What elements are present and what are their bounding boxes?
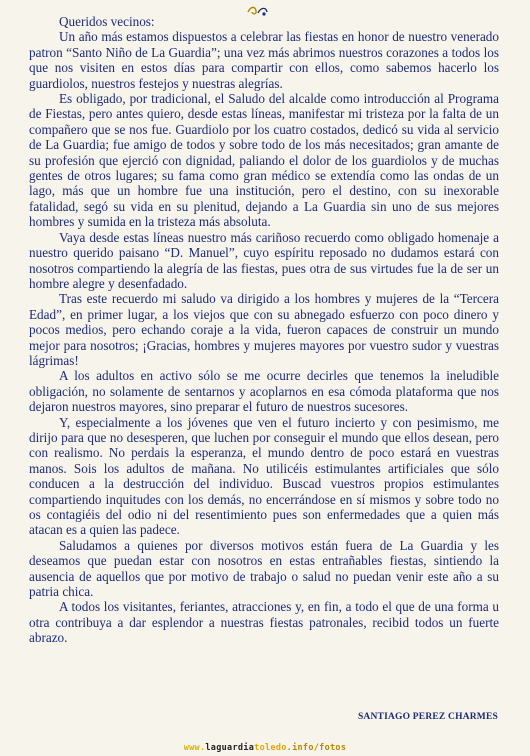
watermark-url xyxy=(0,743,530,753)
letter-paragraph: Un año más estamos dispuestos a celebrar las fiestas en honor de nuestro venerado patron “Santo Niño de La Guardia”; una vez más abrimos nuestros corazones a todos los que nos visiten en estos días para compartir con ellos, como sabemos hacerlo los guardiolos, nuestros festejos y nuestras alegrías. xyxy=(29,29,499,91)
letter-greeting: Queridos vecinos: xyxy=(59,14,155,29)
watermark-part: laguardia xyxy=(205,743,255,753)
letter-paragraph: Tras este recuerdo mi saludo va dirigido a los hombres y mujeres de la “Tercera Edad”, en primer lugar, a los viejos que con su abnegado esfuerzo con poco dinero y pocos medios, pero echando coraje a la vida, fueron capaces de construir un mundo mejor para nosotros; ¡Gracias, hombres y mujeres mayores por vuestro sudor y vuestras lágrimas! xyxy=(29,291,499,368)
watermark-part: www. xyxy=(183,743,206,753)
letter-paragraph: A los adultos en activo sólo se me ocurre decirles que tenemos la ineludible obligación, no solamente de sentarnos y acoplarnos en esa cómoda plataforma que nos dejaron nuestros mayores, sino preparar el futuro de nuestros sucesores. xyxy=(29,368,499,415)
watermark-part: .info/fotos xyxy=(286,743,347,753)
letter-paragraph: Vaya desde estas líneas nuestro más cariñoso recuerdo como obligado homenaje a nuestro querido paisano “D. Manuel”, cuyo espíritu reposado no dudamos estará con nosotros compartiendo la alegría de las fiestas, pues otra de sus virtudes fue la de ser un hombre alegre y desenfadado. xyxy=(29,229,499,291)
signature: SANTIAGO PEREZ CHARMES xyxy=(357,712,498,722)
letter-paragraph: A todos los visitantes, feriantes, atracciones y, en fin, a todo el que de una forma u otra contribuya a dar esplendor a nuestras fiestas patronales, recibid todos un fuerte abrazo. xyxy=(29,599,499,646)
letter-body xyxy=(29,14,499,646)
watermark-part: toledo xyxy=(254,743,287,753)
letter-paragraph: Saludamos a quienes por diversos motivos están fuera de La Guardia y les deseamos que puedan estar con nosotros en estas entrañables fiestas, sintiendo la ausencia de aquellos que por motivo de trabajo o salud no puedan venir este año a su patria chica. xyxy=(29,537,499,600)
letter-paragraph: Es obligado, por tradicional, el Saludo del alcalde como introducción al Programa de Fiestas, pero antes quiero, desde estas líneas, manifestar mi tristeza por la falta de un compañero que se nos fue. Guardiolo por los cuatro costados, dedicó su vida al servicio de La Guardia; fue amigo de todos y sobre todo de los más necesitados; gran amante de su profesión que ejerció con dignidad, paliando el dolor de los guardiolos y de muchas gentes de otros lugares; su fama como gran médico se extendía como las ondas de un lago, más que un hombre fue una institución, pero el destino, con su inexorable fatalidad, segó su vida en su plenitud, dejando a La Guardia sin uno de sus mejores hombres y sumida en la tristeza más absoluta. xyxy=(29,91,499,230)
letter-paragraph: Y, especialmente a los jóvenes que ven el futuro incierto y con pesimismo, me dirijo para que no desesperen, que luchen por conseguir el mundo que ellos desean, pero con realismo. No perdais la esperanza, el mundo dentro de poco estará en vuestras manos. Sois los adultos de mañana. No utilicéis estimulantes artificiales que sólo conducen a la destrucción del individuo. Buscad vuestros propios estimulantes compartiendo inquitudes con los demás, no encerrándose en sí mismos y sobre todo no os contagiéis del odio ni del resentimiento pues son enfermedades que a quien más atacan es a quien las padece. xyxy=(29,414,499,538)
